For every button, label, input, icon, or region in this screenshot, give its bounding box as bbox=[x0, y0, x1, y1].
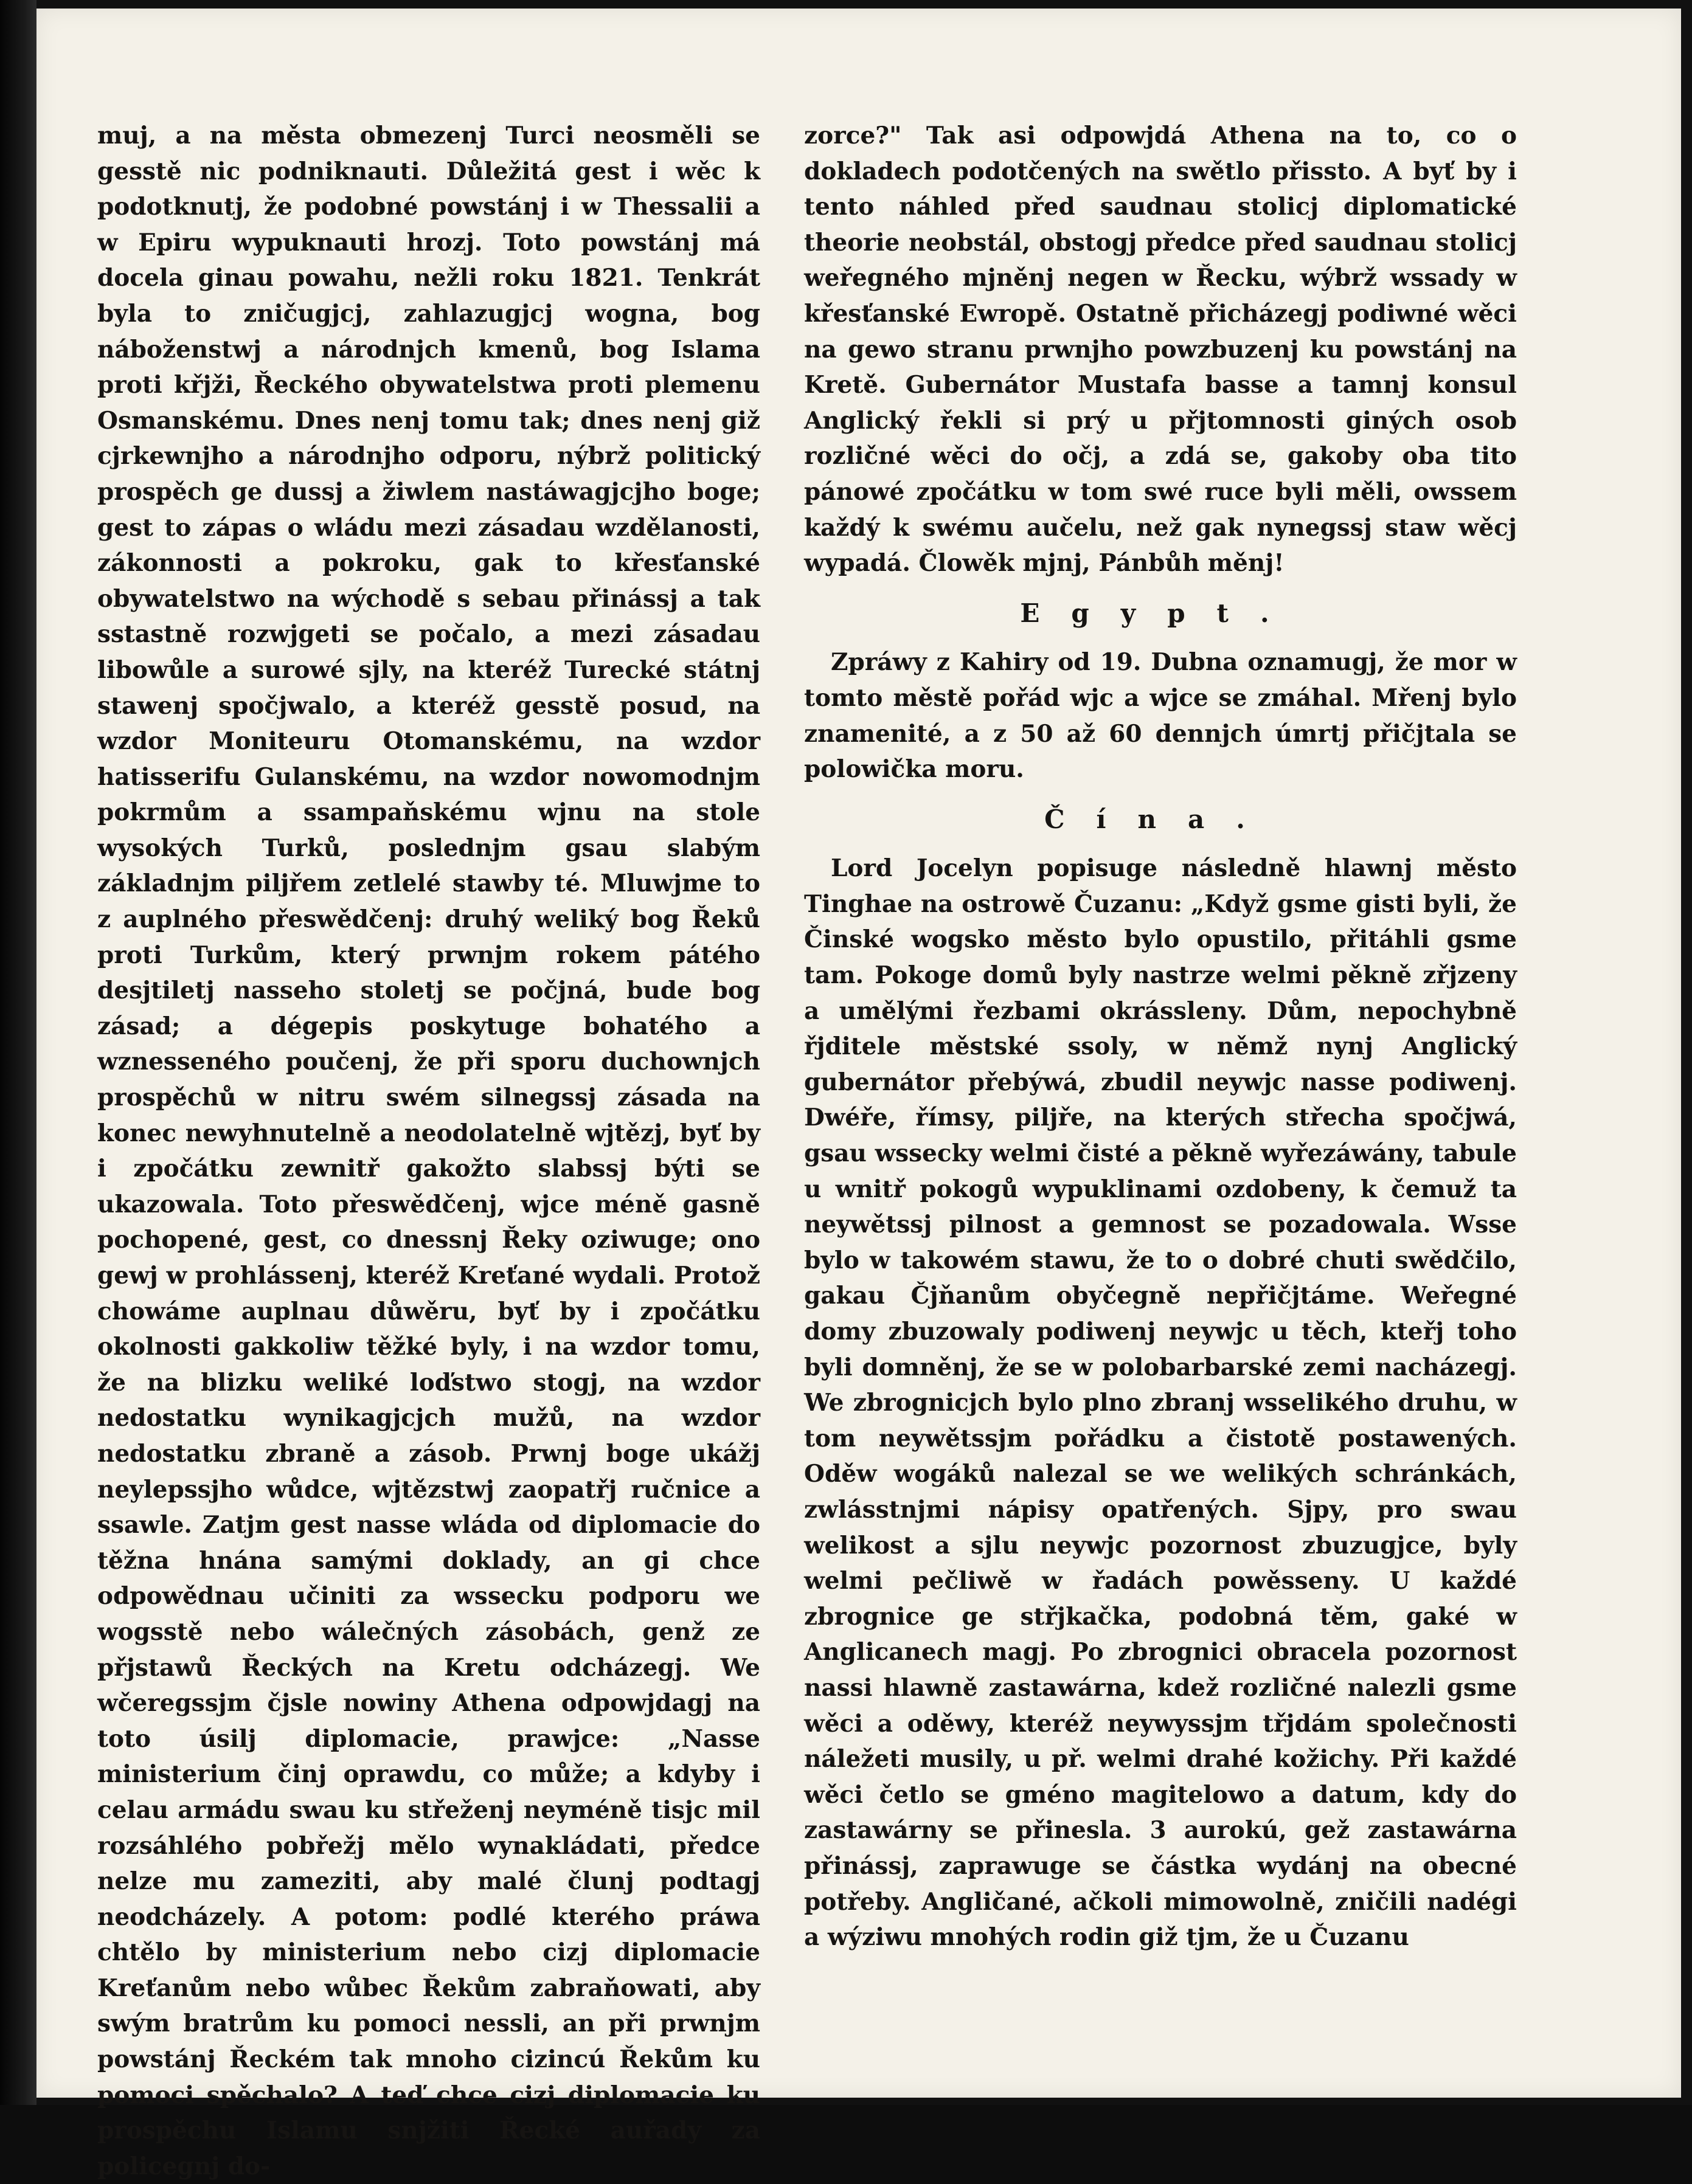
left-column bbox=[97, 118, 760, 2184]
newspaper-page bbox=[36, 9, 1681, 2180]
china-paragraph: Lord Jocelyn popisuge následně hlawnj město Tinghae na ostrowě Čuzanu: „Když gsme gisti byli, že Činské wogsko město bylo opustilo, přitáhli gsme tam. Pokoge domů byly nastrze welmi pěkně zřjzeny a umělými řezbami okrássleny. Dům, nepochybně řjditele městské ssoly, w němž nynj Anglický gubernátor přebýwá, zbudil neywjc nasse podiwenj. Dwéře, římsy, piljře, na kterých střecha spočjwá, gsau wssecky welmi čisté a pěkně wyřezáwány, tabule u wnitř pokogů wypuklinami ozdobeny, k čemuž ta neywětssj pilnost a gemnost se pozadowala. Wsse bylo w takowém stawu, že to o dobré chuti swědčilo, gakau Čjňanům obyčegně nepřičjtáme. Weřegné domy zbuzowaly podiwenj neywjc u těch, kteřj toho byli domněnj, že se w polobarbarské zemi nacházegj. We zbrognicjch bylo plno zbranj wsselikého druhu, w tom neywětssjm pořádku a čistotě postawených. Oděw wogáků nalezal se we welikých schránkách, zwlásstnjmi nápisy opatřených. Sjpy, pro swau welikost a sjlu neywjc pozornost zbuzugjce, byly welmi pečliwě w řadách powěsseny. U každé zbrognice ge střjkačka, podobná těm, gaké w Anglicanech magj. Po zbrognici obracela pozornost nassi hlawně zastawárna, kdež rozličné nalezli gsme wěci a oděwy, kteréž neywyssjm třjdám společnosti náležeti musily, u př. welmi drahé kožichy. Při každé wěci četlo se gméno magitelowo a datum, kdy do zastawárny se přinesla. 3 aurokú, gež zastawárna přinássj, zaprawuge se částka wydánj na obecné potřeby. Angličané, ačkoli mimowolně, zničili nadégi a wýziwu mnohých rodin giž tjm, že u Čuzanu bbox=[804, 854, 1517, 1952]
article-continuation-paragraph-right: zorce?" Tak asi odpowjdá Athena na to, co o dokladech podotčených na swětlo přissto. A byť by i tento náhled před saudnau stolicj diplomatické theorie neobstál, obstogj předce před saudnau stolicj weřegného mjněnj negen w Řecku, wýbrž wssady w křesťanské Ewropě. Ostatně přicházegj podiwné wěci na gewo stranu prwnjho powzbuzenj ku powstánj na Kretě. Gubernátor Mustafa basse a tamnj konsul Anglický řekli si prý u přjtomnosti giných osob rozličné wěci do očj, a zdá se, gakoby oba tito pánowé zpočátku w tom swé ruce byli měli, owssem každý k swému aučelu, než gak nynegssj staw wěcj wypadá. Člowěk mjnj, Pánbůh měnj! bbox=[804, 122, 1517, 578]
egypt-paragraph: Zpráwy z Kahiry od 19. Dubna oznamugj, že mor w tomto městě pořád wjc a wjce se zmáhal. Mřenj bylo znamenité, a z 50 až 60 dennjch úmrtj přičjtala se polowička moru. bbox=[804, 648, 1517, 784]
section-heading-egypt: Egypt. bbox=[1020, 598, 1301, 628]
book-binding-edge bbox=[0, 0, 36, 2105]
article-continuation-paragraph: muj, a na města obmezenj Turci neosměli se gesstě nic podniknauti. Důležitá gest i wěc k podotknutj, že podobné powstánj i w Thessalii a w Epiru wypuknauti hrozj. Toto powstánj má docela ginau powahu, nežli roku 1821. Tenkrát byla to zničugjcj, zahlazugjcj wogna, bog náboženstwj a národnjch kmenů, bog Islama proti křjži, Řeckého obywatelstwa proti plemenu Osmanskému. Dnes nenj tomu tak; dnes nenj giž cjrkewnjho a národnjho odporu, nýbrž politický prospěch ge dussj a žiwlem nastáwagjcjho boge; gest to zápas o wládu mezi zásadau wzdělanosti, zákonnosti a pokroku, gak to křesťanské obywatelstwo na wýchodě s sebau přinássj a tak sstastně rozwjgeti se počalo, a mezi zásadau libowůle a surowé sjly, na kteréž Turecké státnj stawenj spočjwalo, a kteréž gesstě posud, na wzdor Moniteuru Otomanskému, na wzdor hatisserifu Gulanskému, na wzdor nowomodnjm pokrmům a ssampaňskému wjnu na stole wysokých Turků, poslednjm gsau slabým základnjm piljřem zetlelé stawby té. Mluwjme to z auplného přeswědčenj: druhý weliký bog Řeků proti Turkům, který prwnjm rokem pátého desjtiletj nasseho stoletj se počjná, bude bog zásad; a dégepis poskytuge bohatého a wznesseného poučenj, že při sporu duchownjch prospěchů w nitru swém silnegssj zásada na konec newyhnutelně a neodolatelně wjtězj, byť by i zpočátku zewnitř gakožto slabssj býti se ukazowala. Toto přeswědčenj, wjce méně gasně pochopené, gest, co dnessnj Řeky oziwuge; ono gewj w prohlássenj, kteréž Kreťané wydali. Protož chowáme auplnau důwěru, byť by i zpočátku okolnosti gakkoliw těžké byly, i na wzdor tomu, že na blizku weliké loďstwo stogj, na wzdor nedostatku wynikagjcjch mužů, na wzdor nedostatku zbraně a zásob. Prwnj boge ukážj neylepssjho wůdce, wjtězstwj zaopatřj ručnice a ssawle. Zatjm gest nasse wláda od diplomacie do těžna hnána samými doklady, an gi chce odpowědnau učiniti za wssecku podporu we wogsstě nebo wálečných zásobách, genž ze přjstawů Řeckých na Kretu odcházegj. We wčeregssjm čjsle nowiny Athena odpowjdagj na toto úsilj diplomacie, prawjce: „Nasse ministerium činj oprawdu, co může; a kdyby i celau armádu swau ku střeženj neyméně tisjc mil rozsáhlého pobřežj mělo wynakládati, předce nelze mu zameziti, aby malé člunj podtagj neodcházely. A potom: podlé kterého práwa chtělo by ministerium nebo cizj diplomacie Kreťanům nebo wůbec Řekům zabraňowati, aby swým bratrům ku pomoci nessli, an při prwnjm powstánj Řeckém tak mnoho cizincú Řekům ku pomoci spěchalo? A teď chce cizj diplomacie ku prospěchu Islamu snjžiti Řecké auřady za policegnj do- bbox=[97, 122, 760, 2180]
section-heading-china: Čína. bbox=[1044, 804, 1277, 834]
right-column bbox=[804, 118, 1517, 1955]
